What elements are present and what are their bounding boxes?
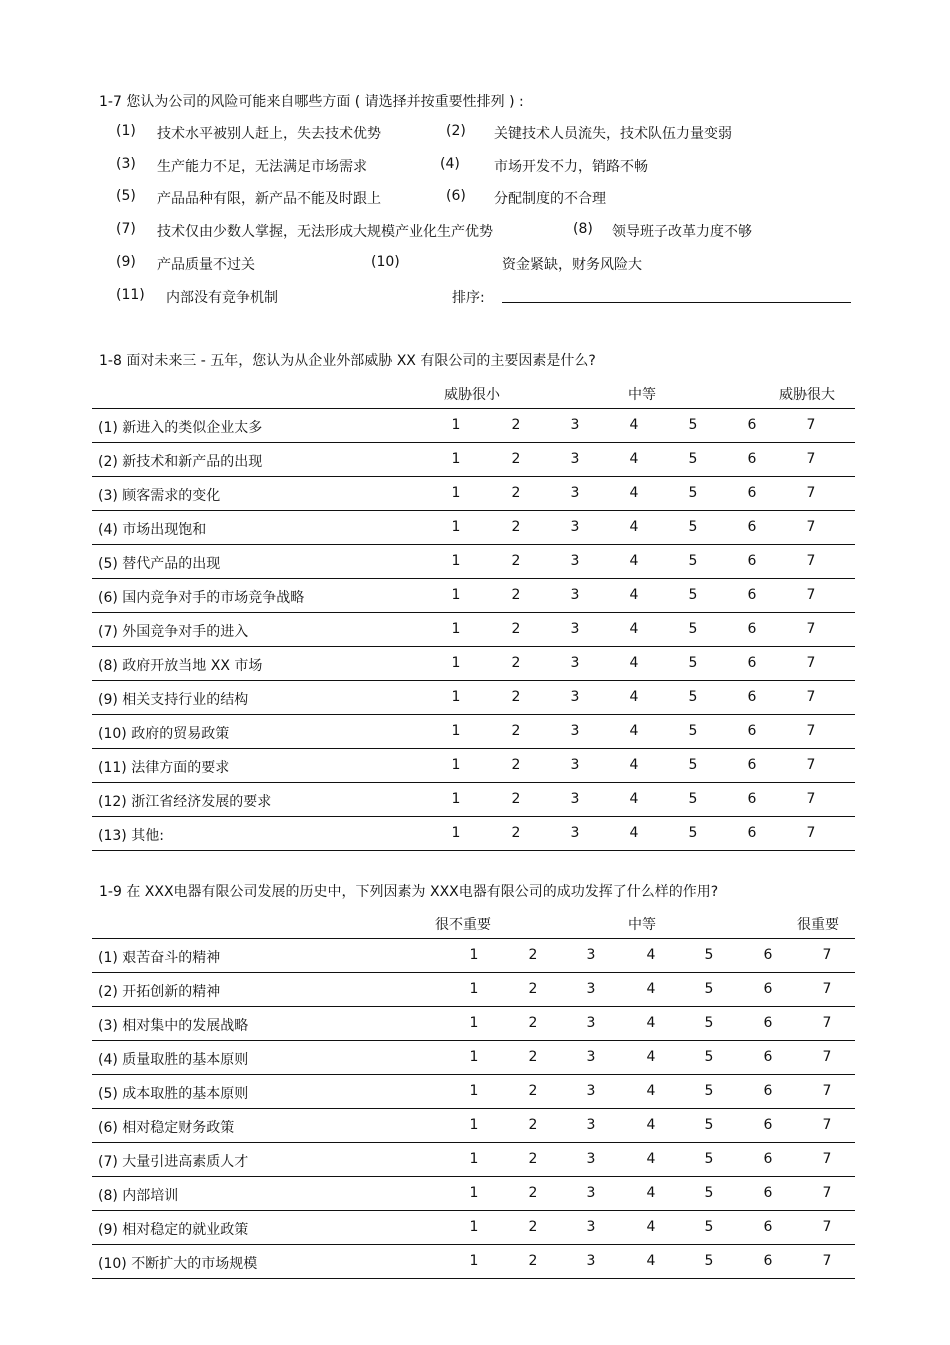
q17-option-10: 资金紧缺，财务风险大 <box>502 257 642 273</box>
q18-rating-option[interactable]: 2 <box>511 655 521 671</box>
q19-rating-option[interactable]: 5 <box>704 1185 714 1201</box>
q19-rating-option[interactable]: 7 <box>822 1253 832 1269</box>
table-row <box>92 783 855 817</box>
q19-rating-option[interactable]: 3 <box>586 1185 596 1201</box>
q18-rating-option[interactable]: 2 <box>511 485 521 501</box>
q18-rating-option[interactable]: 7 <box>806 723 816 739</box>
q18-row-label: (8) 政府开放当地 XX 市场 <box>98 658 263 674</box>
table-row <box>92 1143 855 1177</box>
q19-rating-option[interactable]: 2 <box>528 1117 538 1133</box>
q18-rating-option[interactable]: 7 <box>806 621 816 637</box>
q18-title: 1-8 面对未来三 - 五年，您认为从企业外部威胁 XX 有限公司的主要因素是什么? <box>99 353 596 369</box>
q18-row-label: (12) 浙江省经济发展的要求 <box>98 794 272 810</box>
table-row <box>92 681 855 715</box>
q18-rating-option[interactable]: 1 <box>451 587 461 603</box>
q19-title: 1-9 在 XXX电器有限公司发展的历史中，下列因素为 XXX电器有限公司的成功发挥了什么样的作用? <box>99 884 719 900</box>
q18-rating-option[interactable]: 7 <box>806 451 816 467</box>
table-row <box>92 409 855 443</box>
q18-rating-option[interactable]: 6 <box>747 451 757 467</box>
q18-table <box>92 408 855 851</box>
table-row <box>92 817 855 851</box>
q19-rating-option[interactable]: 2 <box>528 1253 538 1269</box>
q18-scale-mid: 中等 <box>628 387 656 403</box>
q18-rating-option[interactable]: 4 <box>629 587 639 603</box>
q19-rating-option[interactable]: 6 <box>763 1219 773 1235</box>
q19-rating-option[interactable]: 5 <box>704 1219 714 1235</box>
q19-rating-option[interactable]: 5 <box>704 1015 714 1031</box>
q19-rating-option[interactable]: 4 <box>646 981 656 997</box>
q19-rating-option[interactable]: 3 <box>586 1015 596 1031</box>
q18-row-label: (10) 政府的贸易政策 <box>98 726 230 742</box>
q19-rating-option[interactable]: 6 <box>763 981 773 997</box>
q19-rating-option[interactable]: 3 <box>586 981 596 997</box>
q17-option-11: 内部没有竞争机制 <box>166 290 278 306</box>
q19-rating-option[interactable]: 7 <box>822 1151 832 1167</box>
q18-rating-option[interactable]: 5 <box>688 587 698 603</box>
q19-rating-option[interactable]: 4 <box>646 1151 656 1167</box>
q18-row-label: (7) 外国竞争对手的进入 <box>98 624 249 640</box>
q18-rating-option[interactable]: 3 <box>570 757 580 773</box>
q18-rating-option[interactable]: 1 <box>451 655 461 671</box>
q18-rating-option[interactable]: 1 <box>451 553 461 569</box>
q18-rating-option[interactable]: 3 <box>570 417 580 433</box>
q19-scale-mid: 中等 <box>628 917 656 933</box>
q19-rating-option[interactable]: 1 <box>469 1151 479 1167</box>
q19-rating-option[interactable]: 7 <box>822 1083 832 1099</box>
q17-option-3-no: (3) <box>116 156 136 172</box>
q19-rating-option[interactable]: 6 <box>763 947 773 963</box>
q18-rating-option[interactable]: 1 <box>451 621 461 637</box>
q19-row-label: (9) 相对稳定的就业政策 <box>98 1222 249 1238</box>
q18-rating-option[interactable]: 3 <box>570 485 580 501</box>
q18-rating-option[interactable]: 4 <box>629 791 639 807</box>
q18-rating-option[interactable]: 6 <box>747 825 757 841</box>
table-row <box>92 1177 855 1211</box>
q17-option-9: 产品质量不过关 <box>157 257 255 273</box>
q19-row-label: (3) 相对集中的发展战略 <box>98 1018 249 1034</box>
q18-rating-option[interactable]: 4 <box>629 757 639 773</box>
q19-row-label: (6) 相对稳定财务政策 <box>98 1120 235 1136</box>
q17-rank-input-line[interactable] <box>502 302 851 303</box>
q18-rating-option[interactable]: 1 <box>451 417 461 433</box>
q19-rating-option[interactable]: 2 <box>528 1015 538 1031</box>
q18-row-label: (11) 法律方面的要求 <box>98 760 230 776</box>
q19-rating-option[interactable]: 7 <box>822 1117 832 1133</box>
q18-rating-option[interactable]: 7 <box>806 791 816 807</box>
q18-rating-option[interactable]: 2 <box>511 519 521 535</box>
q19-rating-option[interactable]: 4 <box>646 1117 656 1133</box>
q18-rating-option[interactable]: 5 <box>688 485 698 501</box>
table-row <box>92 545 855 579</box>
table-row <box>92 511 855 545</box>
q18-rating-option[interactable]: 1 <box>451 519 461 535</box>
q17-option-2: 关键技术人员流失，技术队伍力量变弱 <box>494 126 732 142</box>
q17-option-7: 技术仅由少数人掌握，无法形成大规模产业化生产优势 <box>157 224 493 240</box>
q18-rating-option[interactable]: 2 <box>511 587 521 603</box>
q18-rating-option[interactable]: 6 <box>747 519 757 535</box>
q19-rating-option[interactable]: 2 <box>528 1083 538 1099</box>
q17-option-5-no: (5) <box>116 188 136 204</box>
q18-rating-option[interactable]: 4 <box>629 519 639 535</box>
q17-option-6: 分配制度的不合理 <box>494 191 606 207</box>
q18-rating-option[interactable]: 3 <box>570 689 580 705</box>
q19-rating-option[interactable]: 6 <box>763 1253 773 1269</box>
q18-row-label: (13) 其他: <box>98 828 164 844</box>
q18-rating-option[interactable]: 6 <box>747 553 757 569</box>
q17-title: 1-7 您认为公司的风险可能来自哪些方面 ( 请选择并按重要性排列 ) : <box>99 94 524 110</box>
q18-rating-option[interactable]: 7 <box>806 655 816 671</box>
q18-rating-option[interactable]: 6 <box>747 655 757 671</box>
q19-rating-option[interactable]: 3 <box>586 947 596 963</box>
q18-rating-option[interactable]: 5 <box>688 655 698 671</box>
q17-option-8: 领导班子改革力度不够 <box>612 224 752 240</box>
table-row <box>92 939 855 973</box>
q18-rating-option[interactable]: 5 <box>688 723 698 739</box>
q18-row-label: (5) 替代产品的出现 <box>98 556 221 572</box>
q19-rating-option[interactable]: 3 <box>586 1117 596 1133</box>
q19-rating-option[interactable]: 2 <box>528 947 538 963</box>
q18-rating-option[interactable]: 3 <box>570 791 580 807</box>
q19-rating-option[interactable]: 6 <box>763 1151 773 1167</box>
table-row <box>92 647 855 681</box>
q18-rating-option[interactable]: 7 <box>806 757 816 773</box>
q19-rating-option[interactable]: 4 <box>646 1083 656 1099</box>
q19-rating-option[interactable]: 7 <box>822 1015 832 1031</box>
q18-rating-option[interactable]: 5 <box>688 689 698 705</box>
q18-rating-option[interactable]: 3 <box>570 621 580 637</box>
q19-rating-option[interactable]: 5 <box>704 1151 714 1167</box>
q19-rating-option[interactable]: 7 <box>822 1219 832 1235</box>
q19-rating-option[interactable]: 3 <box>586 1253 596 1269</box>
q18-rating-option[interactable]: 2 <box>511 791 521 807</box>
q19-row-label: (2) 开拓创新的精神 <box>98 984 221 1000</box>
q18-rating-option[interactable]: 7 <box>806 587 816 603</box>
q18-rating-option[interactable]: 6 <box>747 417 757 433</box>
q18-rating-option[interactable]: 6 <box>747 621 757 637</box>
q17-option-10-no: (10) <box>371 254 400 270</box>
q18-rating-option[interactable]: 2 <box>511 757 521 773</box>
q17-option-7-no: (7) <box>116 221 136 237</box>
q19-rating-option[interactable]: 1 <box>469 981 479 997</box>
q19-rating-option[interactable]: 1 <box>469 1015 479 1031</box>
q19-rating-option[interactable]: 4 <box>646 1049 656 1065</box>
q19-rating-option[interactable]: 2 <box>528 1151 538 1167</box>
q19-scale-high: 很重要 <box>797 917 839 933</box>
q18-rating-option[interactable]: 1 <box>451 723 461 739</box>
q19-row-label: (10) 不断扩大的市场规模 <box>98 1256 258 1272</box>
q18-rating-option[interactable]: 1 <box>451 689 461 705</box>
q19-rating-option[interactable]: 6 <box>763 1185 773 1201</box>
table-row <box>92 715 855 749</box>
q19-row-label: (8) 内部培训 <box>98 1188 179 1204</box>
q18-rating-option[interactable]: 5 <box>688 621 698 637</box>
q18-rating-option[interactable]: 7 <box>806 553 816 569</box>
q17-option-1: 技术水平被别人赶上，失去技术优势 <box>157 126 381 142</box>
q19-rating-option[interactable]: 7 <box>822 1049 832 1065</box>
q19-rating-option[interactable]: 2 <box>528 1219 538 1235</box>
q19-rating-option[interactable]: 4 <box>646 1253 656 1269</box>
q18-row-label: (1) 新进入的类似企业太多 <box>98 420 263 436</box>
q19-rating-option[interactable]: 5 <box>704 947 714 963</box>
table-row <box>92 613 855 647</box>
q18-rating-option[interactable]: 7 <box>806 689 816 705</box>
table-row <box>92 579 855 613</box>
q18-rating-option[interactable]: 4 <box>629 553 639 569</box>
q18-rating-option[interactable]: 3 <box>570 451 580 467</box>
table-row <box>92 1245 855 1279</box>
q19-scale-low: 很不重要 <box>435 917 491 933</box>
q19-rating-option[interactable]: 1 <box>469 1083 479 1099</box>
q19-rating-option[interactable]: 7 <box>822 1185 832 1201</box>
q18-rating-option[interactable]: 4 <box>629 451 639 467</box>
q19-rating-option[interactable]: 5 <box>704 1083 714 1099</box>
q17-option-5: 产品品种有限，新产品不能及时跟上 <box>157 191 381 207</box>
q18-rating-option[interactable]: 2 <box>511 825 521 841</box>
q19-rating-option[interactable]: 2 <box>528 1049 538 1065</box>
q17-option-2-no: (2) <box>446 123 466 139</box>
q18-rating-option[interactable]: 5 <box>688 757 698 773</box>
q19-rating-option[interactable]: 4 <box>646 1015 656 1031</box>
q17-option-6-no: (6) <box>446 188 466 204</box>
q18-scale-low: 威胁很小 <box>444 387 500 403</box>
q19-rating-option[interactable]: 3 <box>586 1083 596 1099</box>
q17-option-8-no: (8) <box>573 221 593 237</box>
q18-rating-option[interactable]: 4 <box>629 655 639 671</box>
q19-rating-option[interactable]: 1 <box>469 947 479 963</box>
q18-rating-option[interactable]: 1 <box>451 451 461 467</box>
q19-row-label: (1) 艰苦奋斗的精神 <box>98 950 221 966</box>
q18-rating-option[interactable]: 6 <box>747 587 757 603</box>
q19-rating-option[interactable]: 1 <box>469 1049 479 1065</box>
q18-scale-high: 威胁很大 <box>779 387 835 403</box>
q18-rating-option[interactable]: 6 <box>747 689 757 705</box>
table-row <box>92 1075 855 1109</box>
q19-rating-option[interactable]: 7 <box>822 947 832 963</box>
q18-rating-option[interactable]: 2 <box>511 723 521 739</box>
q18-rating-option[interactable]: 2 <box>511 689 521 705</box>
q18-rating-option[interactable]: 7 <box>806 825 816 841</box>
q18-rating-option[interactable]: 1 <box>451 825 461 841</box>
table-row <box>92 1211 855 1245</box>
q18-row-label: (6) 国内竞争对手的市场竞争战略 <box>98 590 305 606</box>
q18-rating-option[interactable]: 5 <box>688 519 698 535</box>
q18-rating-option[interactable]: 2 <box>511 451 521 467</box>
q19-rating-option[interactable]: 5 <box>704 1049 714 1065</box>
q17-option-1-no: (1) <box>116 123 136 139</box>
q19-row-label: (7) 大量引进高素质人才 <box>98 1154 249 1170</box>
q17-option-3: 生产能力不足，无法满足市场需求 <box>157 159 367 175</box>
q19-rating-option[interactable]: 5 <box>704 981 714 997</box>
table-row <box>92 477 855 511</box>
q18-row-label: (9) 相关支持行业的结构 <box>98 692 249 708</box>
q19-rating-option[interactable]: 6 <box>763 1083 773 1099</box>
q19-row-label: (4) 质量取胜的基本原则 <box>98 1052 249 1068</box>
q18-rating-option[interactable]: 4 <box>629 417 639 433</box>
q18-rating-option[interactable]: 4 <box>629 689 639 705</box>
q19-rating-option[interactable]: 4 <box>646 1185 656 1201</box>
q19-row-label: (5) 成本取胜的基本原则 <box>98 1086 249 1102</box>
q18-rating-option[interactable]: 7 <box>806 519 816 535</box>
q19-rating-option[interactable]: 3 <box>586 1049 596 1065</box>
q18-rating-option[interactable]: 3 <box>570 723 580 739</box>
q18-rating-option[interactable]: 3 <box>570 825 580 841</box>
q18-rating-option[interactable]: 5 <box>688 825 698 841</box>
q19-rating-option[interactable]: 3 <box>586 1151 596 1167</box>
q18-row-label: (2) 新技术和新产品的出现 <box>98 454 263 470</box>
q18-rating-option[interactable]: 1 <box>451 757 461 773</box>
q17-option-11-no: (11) <box>116 287 145 303</box>
q17-option-4: 市场开发不力，销路不畅 <box>494 159 648 175</box>
q18-rating-option[interactable]: 5 <box>688 791 698 807</box>
q19-rating-option[interactable]: 5 <box>704 1117 714 1133</box>
q18-rating-option[interactable]: 2 <box>511 621 521 637</box>
q17-option-9-no: (9) <box>116 254 136 270</box>
table-row <box>92 1109 855 1143</box>
q18-rating-option[interactable]: 5 <box>688 417 698 433</box>
q18-rating-option[interactable]: 4 <box>629 485 639 501</box>
q19-rating-option[interactable]: 1 <box>469 1219 479 1235</box>
q19-table <box>92 938 855 1279</box>
q19-rating-option[interactable]: 7 <box>822 981 832 997</box>
q18-rating-option[interactable]: 4 <box>629 825 639 841</box>
q18-rating-option[interactable]: 3 <box>570 553 580 569</box>
q18-rating-option[interactable]: 6 <box>747 485 757 501</box>
q18-rating-option[interactable]: 6 <box>747 791 757 807</box>
q19-rating-option[interactable]: 6 <box>763 1049 773 1065</box>
q18-rating-option[interactable]: 4 <box>629 621 639 637</box>
table-row <box>92 443 855 477</box>
q19-rating-option[interactable]: 2 <box>528 981 538 997</box>
table-row <box>92 749 855 783</box>
q17-rank-label: 排序: <box>452 290 485 306</box>
q19-rating-option[interactable]: 6 <box>763 1117 773 1133</box>
table-row <box>92 973 855 1007</box>
q19-rating-option[interactable]: 1 <box>469 1185 479 1201</box>
table-row <box>92 1007 855 1041</box>
q18-rating-option[interactable]: 4 <box>629 723 639 739</box>
q17-option-4-no: (4) <box>440 156 460 172</box>
q18-rating-option[interactable]: 3 <box>570 655 580 671</box>
q19-rating-option[interactable]: 2 <box>528 1185 538 1201</box>
q19-rating-option[interactable]: 5 <box>704 1253 714 1269</box>
q18-rating-option[interactable]: 7 <box>806 417 816 433</box>
q18-rating-option[interactable]: 3 <box>570 519 580 535</box>
q18-rating-option[interactable]: 6 <box>747 757 757 773</box>
q18-row-label: (4) 市场出现饱和 <box>98 522 207 538</box>
q18-rating-option[interactable]: 1 <box>451 485 461 501</box>
q18-rating-option[interactable]: 1 <box>451 791 461 807</box>
q18-rating-option[interactable]: 2 <box>511 553 521 569</box>
q18-row-label: (3) 顾客需求的变化 <box>98 488 221 504</box>
q19-rating-option[interactable]: 1 <box>469 1117 479 1133</box>
q19-rating-option[interactable]: 1 <box>469 1253 479 1269</box>
q18-rating-option[interactable]: 2 <box>511 417 521 433</box>
table-row <box>92 1041 855 1075</box>
q19-rating-option[interactable]: 4 <box>646 1219 656 1235</box>
q19-rating-option[interactable]: 4 <box>646 947 656 963</box>
q18-rating-option[interactable]: 3 <box>570 587 580 603</box>
q19-rating-option[interactable]: 3 <box>586 1219 596 1235</box>
q18-rating-option[interactable]: 6 <box>747 723 757 739</box>
q19-rating-option[interactable]: 6 <box>763 1015 773 1031</box>
q18-rating-option[interactable]: 5 <box>688 451 698 467</box>
q18-rating-option[interactable]: 5 <box>688 553 698 569</box>
q18-rating-option[interactable]: 7 <box>806 485 816 501</box>
